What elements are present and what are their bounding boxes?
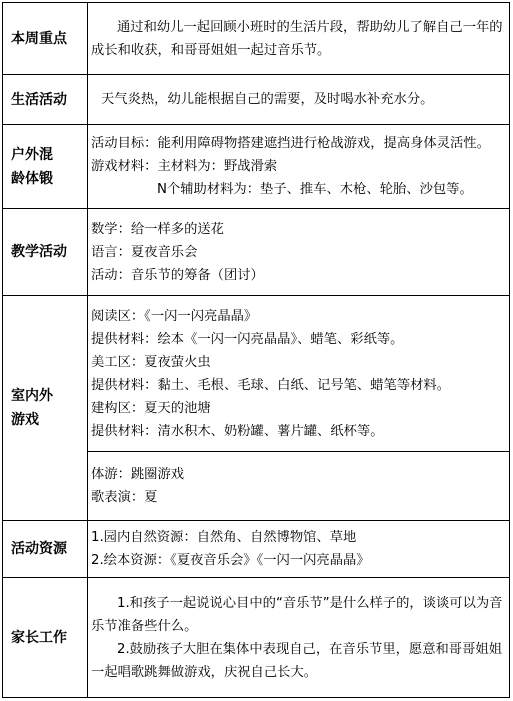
outdoor-material-main: 游戏材料：主材料为：野战滑索 [91, 159, 278, 174]
life-activity-text: 天气炎热，幼儿能根据自己的需要，及时喝水补充水分。 [101, 92, 434, 107]
row-area-games [3, 296, 510, 452]
sport-game-line: 体游：跳圈游戏 [91, 467, 185, 482]
label-activity-resources: 活动资源 [3, 521, 88, 578]
label-indoor-outdoor-games [3, 296, 88, 521]
outdoor-material-aux: N个辅助材料为：垫子、推车、木枪、轮胎、沙包等。 [157, 182, 473, 197]
row-outdoor-exercise [3, 125, 510, 209]
resource-item: 2.绘本资源：《夏夜音乐会》《一闪一闪亮晶晶》 [91, 553, 370, 568]
label-parent-work: 家长工作 [3, 578, 88, 698]
area-game-line: 提供材料：清水积木、奶粉罐、薯片罐、纸杯等。 [91, 423, 384, 439]
content-teaching-activity [88, 209, 510, 296]
outdoor-label-line-1: 户外混 [11, 146, 53, 163]
content-life-activity [88, 75, 510, 125]
row-activity-resources [3, 521, 510, 578]
teaching-item: 活动：音乐节的筹备（团讨） [91, 267, 264, 283]
area-game-line: 阅读区：《一闪一闪亮晶晶》 [91, 308, 258, 324]
weekly-focus-text: 通过和幼儿一起回顾小班时的生活片段，帮助幼儿了解自己一年的成长和收获，和哥哥姐姐一起过音乐节。 [91, 19, 503, 58]
games-label-line-1: 室内外 [11, 388, 53, 404]
content-outdoor-exercise [88, 125, 510, 209]
label-outdoor-exercise [3, 125, 88, 209]
area-game-line: 提供材料：绘本《一闪一闪亮晶晶》、蜡笔、彩纸等。 [91, 331, 404, 347]
row-weekly-focus [3, 3, 510, 75]
teaching-item: 语言：夏夜音乐会 [91, 244, 198, 260]
parent-work-item: 1.和孩子一起说说心目中的“音乐节”是什么样子的，谈谈可以为音乐节准备些什么。 [91, 595, 503, 634]
outdoor-label-line-2: 龄体锻 [11, 170, 53, 187]
label-weekly-focus: 本周重点 [3, 3, 88, 75]
weekly-plan-table [2, 2, 510, 698]
label-teaching-activity: 教学活动 [3, 209, 88, 296]
content-activity-resources [88, 521, 510, 578]
area-game-line: 提供材料：黏土、毛根、毛球、白纸、记号笔、蜡笔等材料。 [91, 377, 451, 393]
label-life-activity: 生活活动 [3, 75, 88, 125]
area-game-line: 美工区：夏夜萤火虫 [91, 354, 211, 370]
row-teaching-activity [3, 209, 510, 296]
row-life-activity [3, 75, 510, 125]
row-parent-work [3, 578, 510, 698]
content-parent-work [88, 578, 510, 698]
content-weekly-focus [88, 3, 510, 75]
sport-game-line: 歌表演：夏 [91, 490, 158, 505]
teaching-item: 数学：给一样多的送花 [91, 221, 224, 237]
content-area-games [88, 296, 510, 452]
outdoor-goal: 活动目标：能利用障碍物搭建遮挡进行枪战游戏，提高身体灵活性。 [91, 136, 490, 151]
content-sport-games [88, 452, 510, 521]
parent-work-item: 2.鼓励孩子大胆在集体中表现自己，在音乐节里，愿意和哥哥姐姐一起唱歌跳舞做游戏，庆祝自己长大。 [91, 641, 502, 680]
area-game-line: 建构区：夏天的池塘 [91, 400, 211, 416]
resource-item: 1.园内自然资源：自然角、自然博物馆、草地 [91, 530, 357, 545]
games-label-line-2: 游戏 [11, 412, 39, 428]
